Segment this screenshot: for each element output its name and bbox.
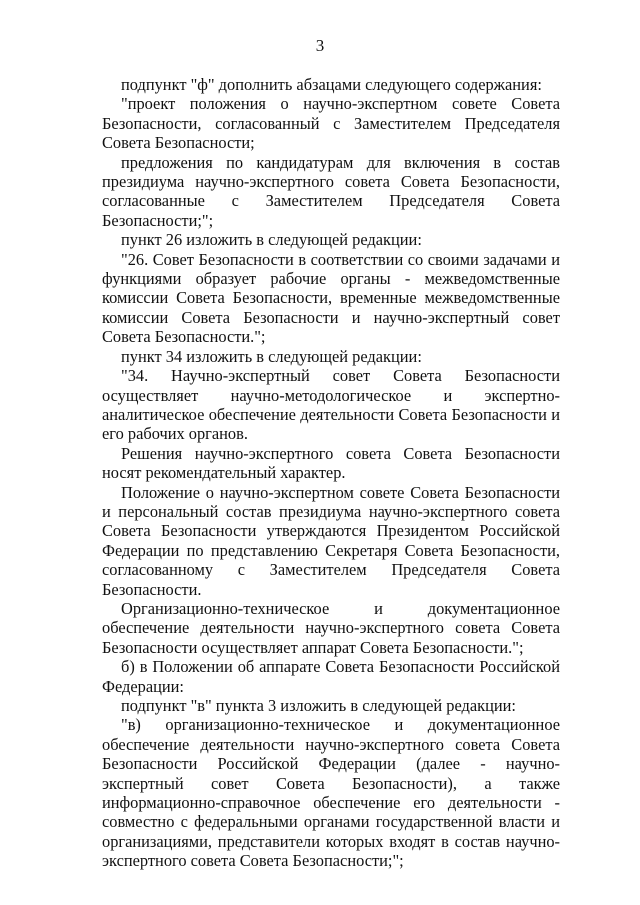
paragraph-organizational-support: Организационно-техническое и документационное обеспечение деятельности научно-экспертного совета Совета Безопасности осуществляет аппарат Совета Безопасности.";	[102, 598, 560, 657]
paragraph-recommendations: Решения научно-экспертного совета Совета Безопасности носят рекомендательный характер.	[102, 443, 560, 483]
page-number: 3	[315, 36, 325, 55]
paragraph-presidium-candidates: предложения по кандидатурам для включения в состав президиума научно-экспертного совета Совета Безопасности, согласованные с Заместителем Председателя Совета Безопасности;";	[102, 152, 560, 230]
paragraph-subitem-v-text: "в) организационно-техническое и документационное обеспечение деятельности научно-экспертного совета Совета Безопасности Российской Федерации (далее - научно-экспертный совет Совета Безопасности), а также информационно-справочное обеспечение его деятельности - совместно с федеральными органами государственной власти и организациями, представители которых входят в состав научно-экспертного совета Совета Безопасности;";	[102, 715, 560, 871]
paragraph-subitem-v-intro: подпункт "в" пункта 3 изложить в следующей редакции:	[121, 696, 516, 715]
paragraph-apparatus-regulation: б) в Положении об аппарате Совета Безопасности Российской Федерации:	[102, 657, 560, 696]
paragraph-item-34-text: "34. Научно-экспертный совет Совета Безопасности осуществляет научно-методологическое и экспертно-аналитическое обеспечение деятельности Совета Безопасности и его рабочих органов.	[102, 366, 560, 444]
paragraph-item-26-text: "26. Совет Безопасности в соответствии со своими задачами и функциями образует рабочие органы - межведомственные комиссии Совета Безопасности, временные межведомственные комиссии Совета Безопасности и научно-экспертный совет Совета Безопасности.";	[102, 249, 560, 347]
paragraph-subitem-f-intro: подпункт "ф" дополнить абзацами следующего содержания:	[121, 75, 542, 94]
paragraph-item-34-intro: пункт 34 изложить в следующей редакции:	[121, 346, 422, 366]
paragraph-item-26-intro: пункт 26 изложить в следующей редакции:	[121, 230, 422, 250]
paragraph-regulation-approval: Положение о научно-экспертном совете Совета Безопасности и персональный состав президиума научно-экспертного совета Совета Безопасности утверждаются Президентом Российской Федерации по представлению Секретаря Совета Безопасности, согласованному с Заместителем Председателя Совета Безопасности.	[102, 482, 560, 599]
paragraph-draft-regulation: "проект положения о научно-экспертном совете Совета Безопасности, согласованный с Заместителем Председателя Совета Безопасности;	[102, 94, 560, 153]
document-body	[102, 75, 560, 871]
